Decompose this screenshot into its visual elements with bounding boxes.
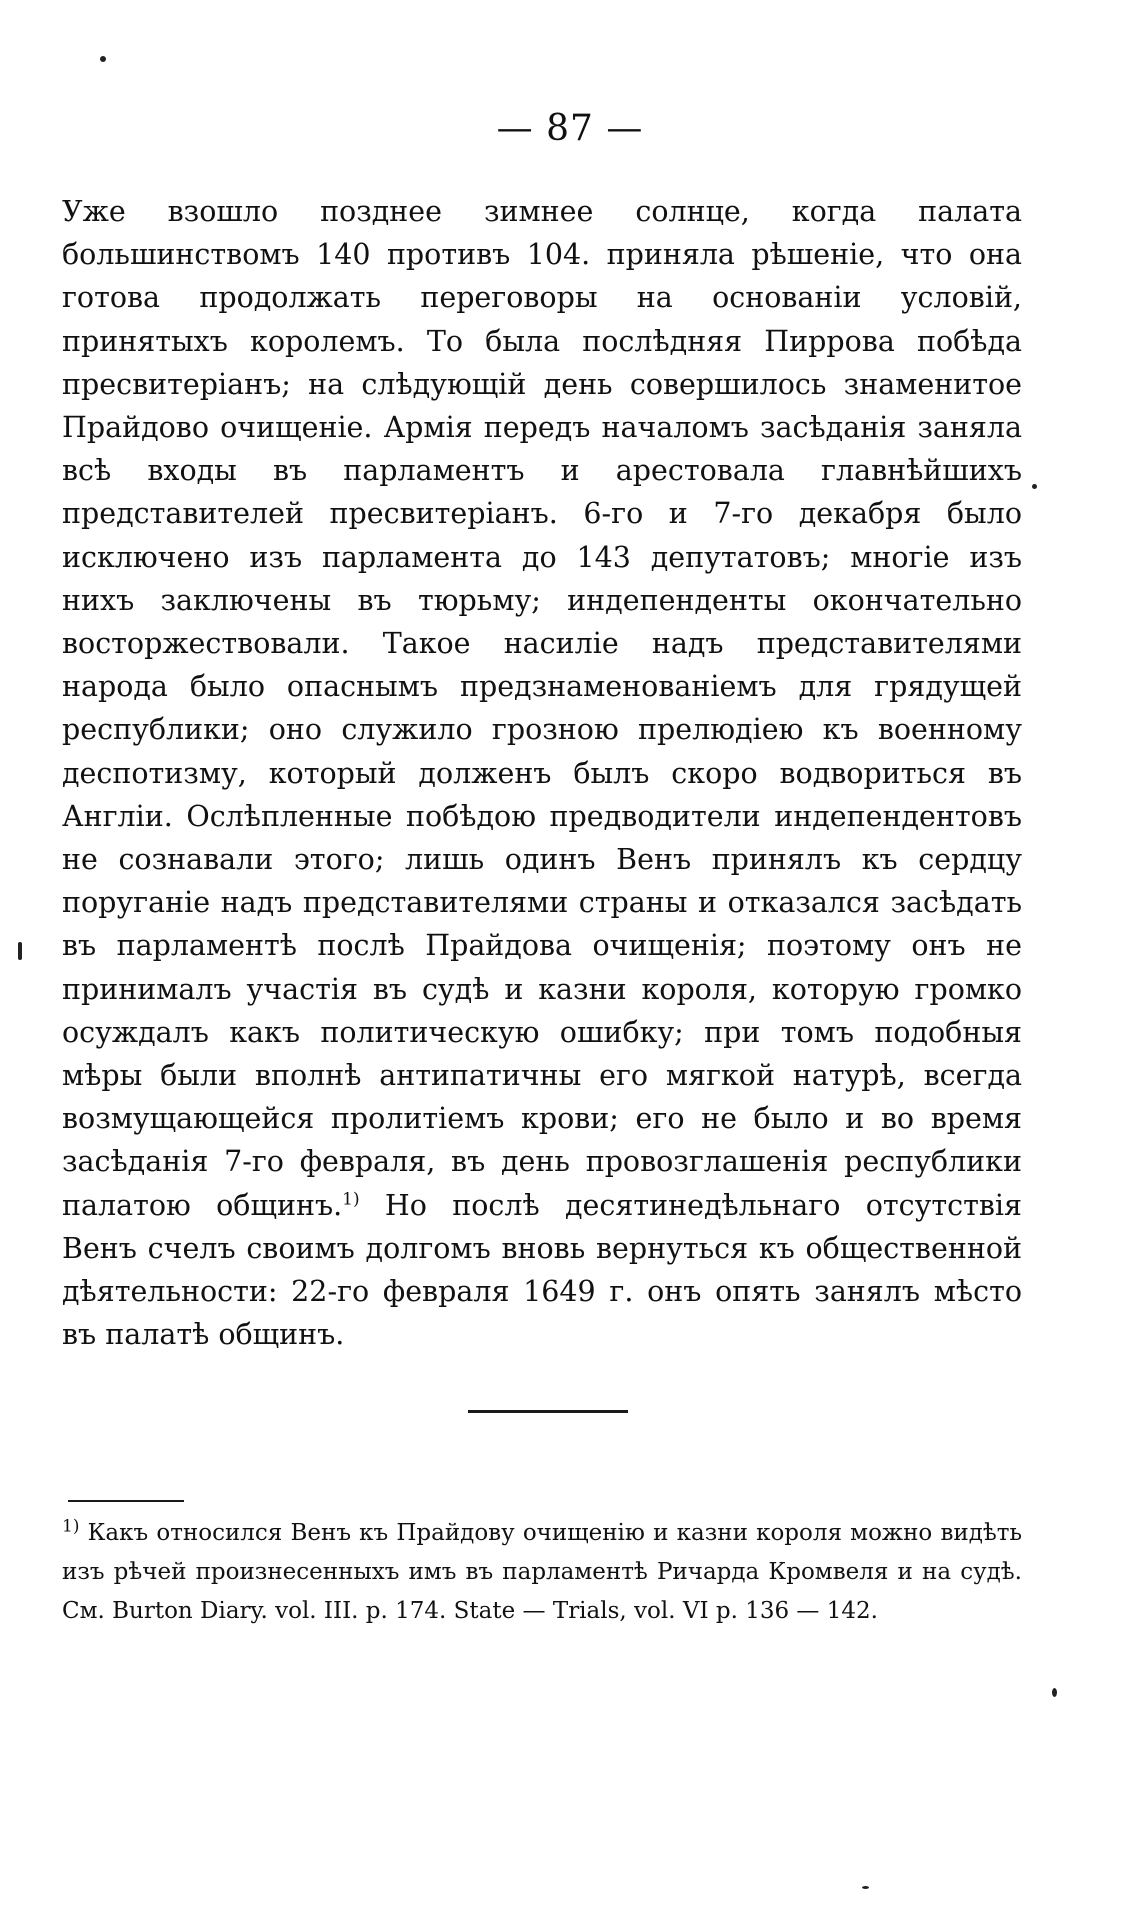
page-number: — 87 —	[496, 108, 644, 149]
footnote	[62, 1514, 1022, 1631]
footnote-marker: 1)	[62, 1516, 80, 1537]
scan-speck	[18, 942, 22, 960]
footnote-reference[interactable]: 1)	[342, 1189, 360, 1210]
scan-speck	[862, 1886, 869, 1889]
body-text-main: Уже взошло позднее зимнее солнце, когда палата большинствомъ 140 противъ 104. приняла рѣшеніе, что она готова продолжать переговоры на основаніи условій, принятыхъ королемъ. То была послѣдняя Пиррова побѣда пресвитеріанъ; на слѣдующій день совершилось знаменитое Прайдово очищеніе. Армія передъ началомъ засѣданія заняла всѣ входы въ парламентъ и арестовала главнѣйшихъ представителей пресвитеріанъ. 6-го и 7-го декабря было исключено изъ парламента до 143 депутатовъ; многіе изъ нихъ заключены въ тюрьму; индепенденты окончательно восторжествовали. Такое насиліе надъ представителями народа было опаснымъ предзнаменованіемъ для грядущей республики; оно служило грозною прелюдіею къ военному деспотизму, который долженъ былъ скоро водвориться въ Англіи. Ослѣпленные побѣдою предводители индепендентовъ не сознавали этого; лишь одинъ Венъ принялъ къ сердцу поруганіе надъ представителями страны и отказался засѣдать въ парламентѣ послѣ Прайдова очищенія; поэтому онъ не принималъ участія въ судѣ и казни короля, которую громко осуждалъ какъ политическую ошибку; при томъ подобныя мѣры были вполнѣ антипатичны его мягкой натурѣ, всегда возмущающейся пролитіемъ крови; его не было и во время засѣданія 7-го февраля, въ день провозглашенія республики палатою общинъ.	[62, 195, 1022, 1222]
body-text-continuation: Но послѣ десятинедѣльнаго отсутствія Венъ счелъ своимъ долгомъ вновь вернуться къ общественной дѣятельности: 22-го февраля 1649 г. онъ опять занялъ мѣсто въ палатѣ общинъ.	[62, 1188, 1022, 1352]
scan-speck	[100, 56, 106, 62]
footnote-divider	[68, 1500, 184, 1502]
scan-speck	[1032, 484, 1037, 489]
body-paragraph	[62, 190, 1022, 1356]
section-divider	[468, 1410, 628, 1413]
scan-speck	[1052, 1688, 1057, 1697]
footnote-text: Какъ относился Венъ къ Прайдову очищенію и казни короля можно видѣть изъ рѣчей произнесенныхъ имъ въ парламентѣ Ричарда Кромвеля и на судѣ. См. Burton Diary. vol. III. p. 174. State — Trials, vol. VI p. 136 — 142.	[62, 1520, 1022, 1624]
